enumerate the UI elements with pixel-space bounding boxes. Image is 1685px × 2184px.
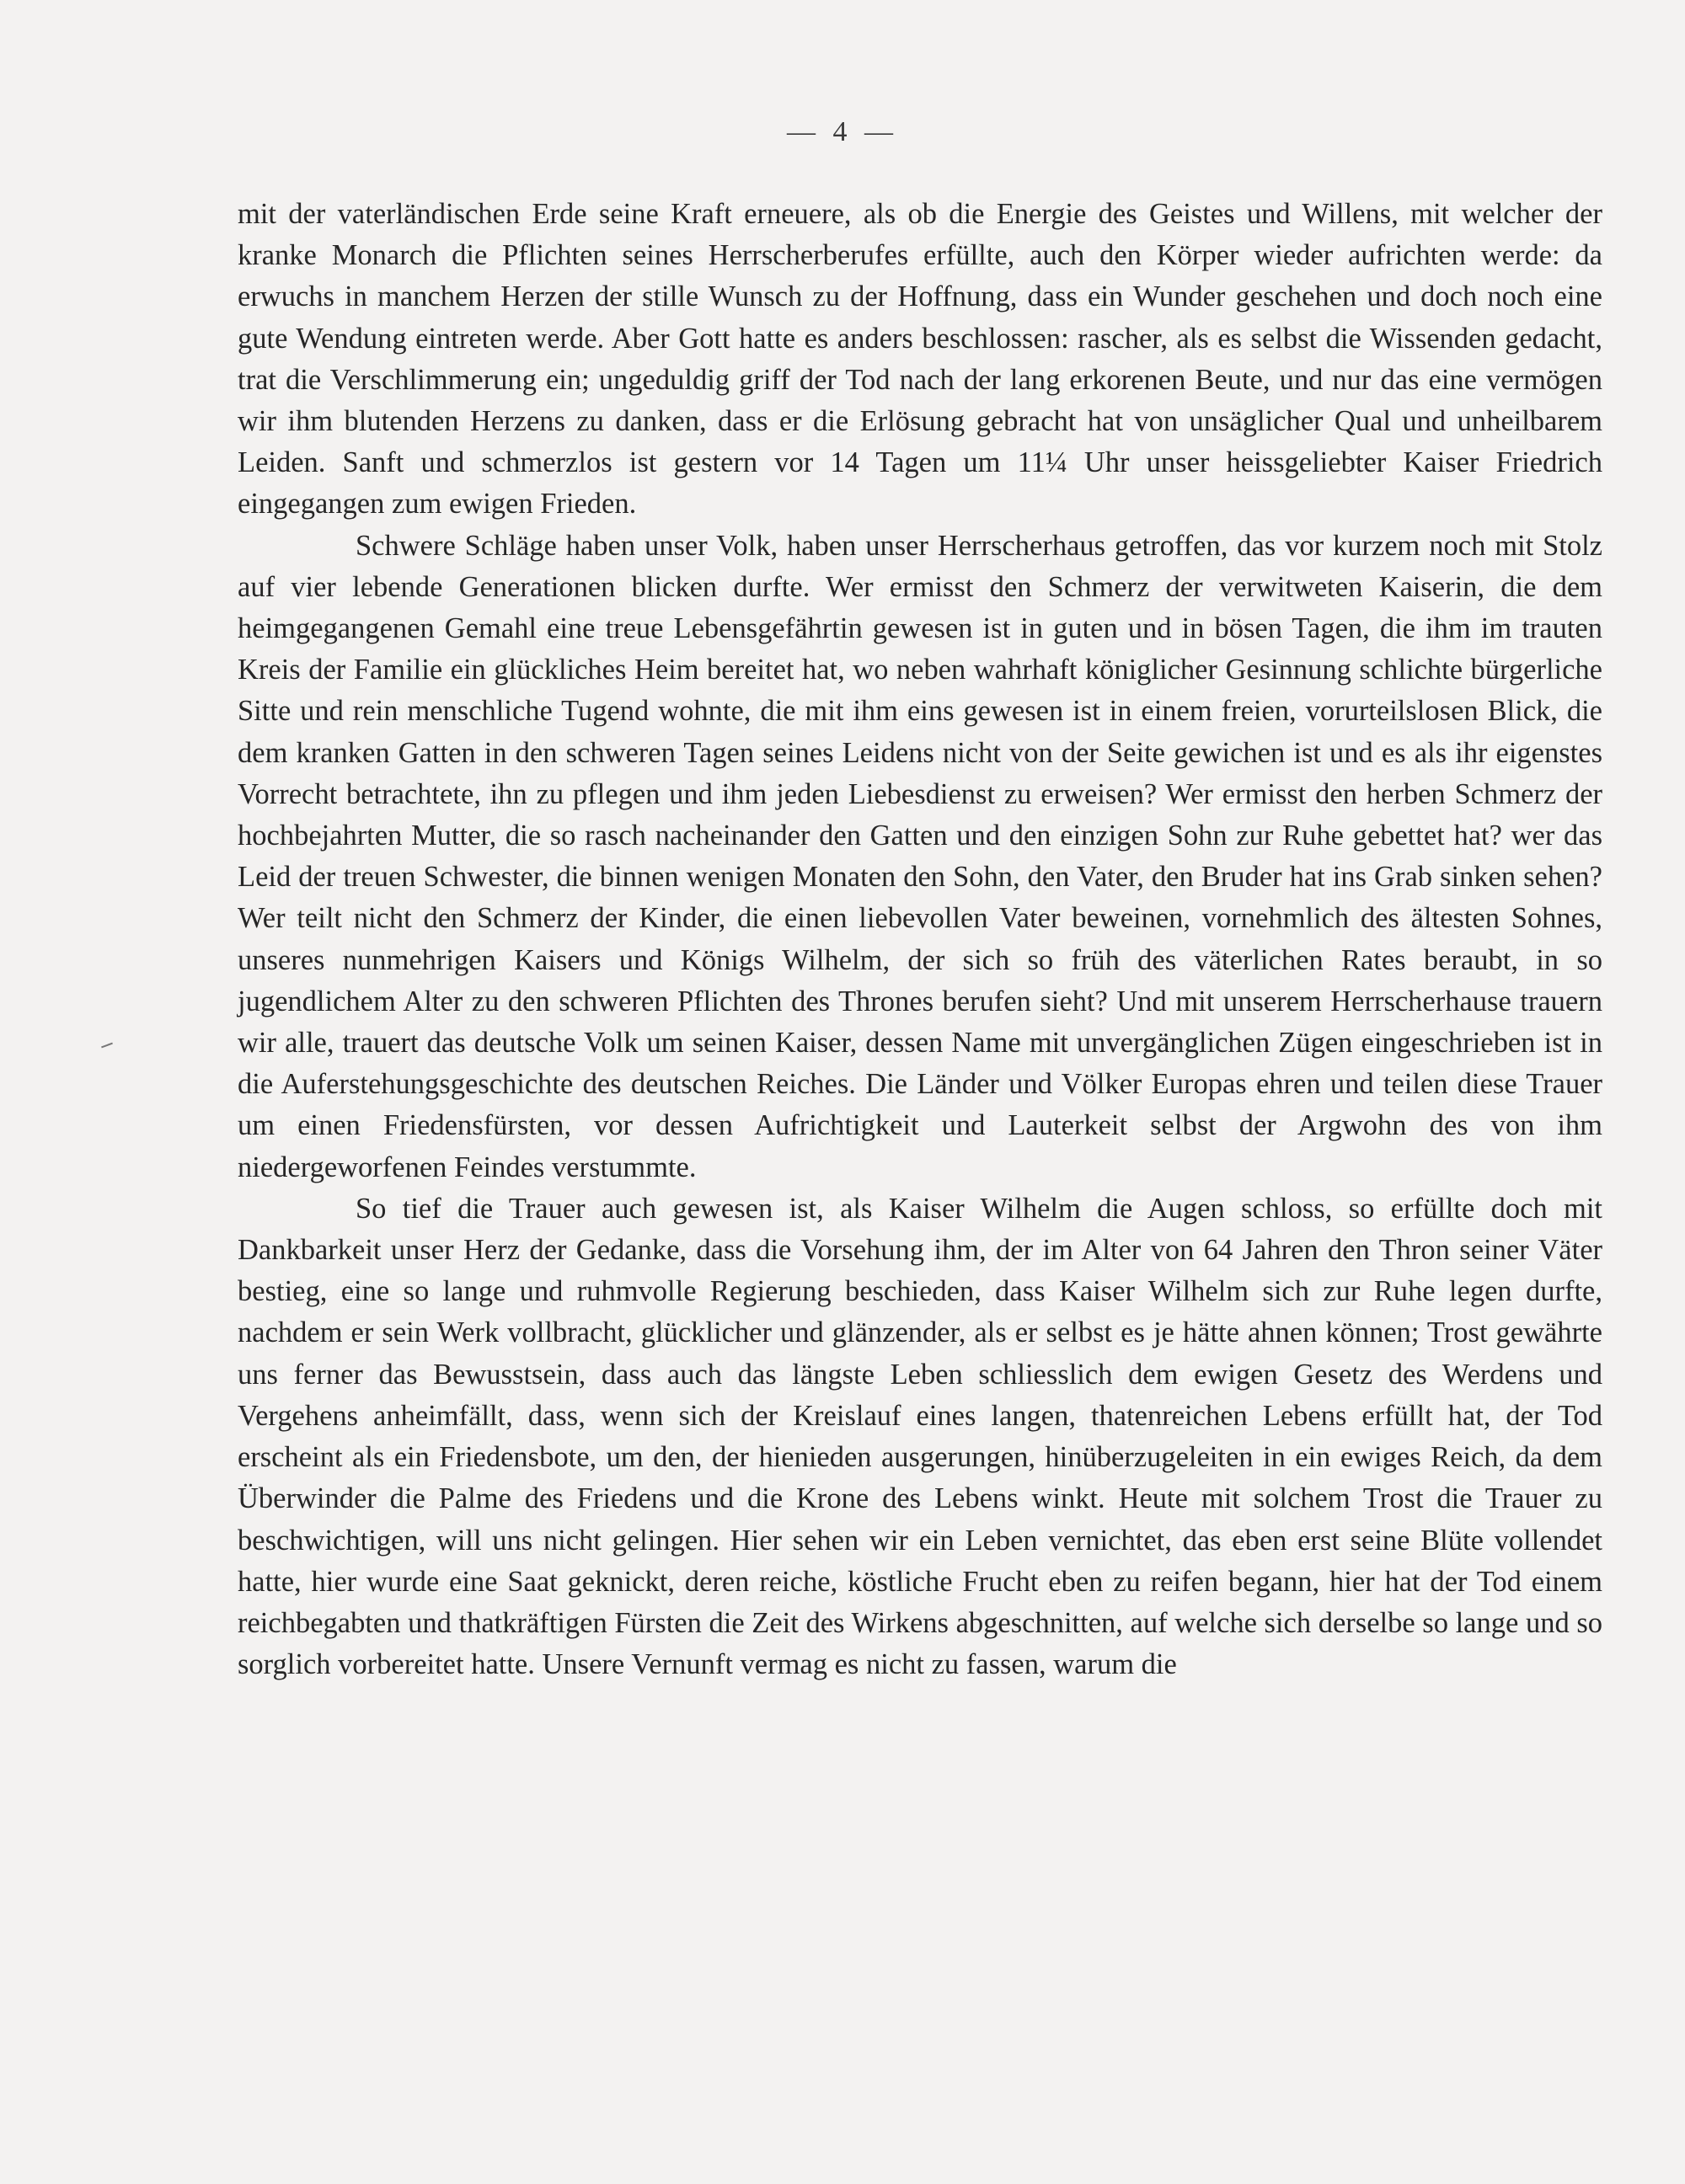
paragraph-2: Schwere Schläge haben unser Volk, haben unser Herrscherhaus getroffen, das vor kurzem noch mit Stolz auf vier lebende Generationen blicken durfte. Wer ermisst den Schmerz der verwitweten Kaiserin, die dem heimgegangenen Gemahl eine treue Lebensgefährtin gewesen ist in guten und in bösen Tagen, die ihm im trauten Kreis der Familie ein glückliches Heim bereitet hat, wo neben wahrhaft königlicher Gesinnung schlichte bürgerliche Sitte und rein menschliche Tugend wohnte, die mit ihm eins gewesen ist in einem freien, vorurteilslosen Blick, die dem kranken Gatten in den schweren Tagen seines Leidens nicht von der Seite gewichen ist und es als ihr eigenstes Vorrecht betrachtete, ihn zu pflegen und ihm jeden Liebesdienst zu erweisen? Wer ermisst den herben Schmerz der hochbejahrten Mutter, die so rasch nacheinander den Gatten und den einzigen Sohn zur Ruhe gebettet hat? wer das Leid der treuen Schwester, die binnen wenigen Monaten den Sohn, den Vater, den Bruder hat ins Grab sinken sehen? Wer teilt nicht den Schmerz der Kinder, die einen liebevollen Vater beweinen, vornehmlich des ältesten Sohnes, unseres nunmehrigen Kaisers und Königs Wilhelm, der sich so früh des väterlichen Rates beraubt, in so jugendlichem Alter zu den schweren Pflichten des Thrones berufen sieht? Und mit unserem Herrscherhause trauern wir alle, trauert das deutsche Volk um seinen Kaiser, dessen Name mit unvergänglichen Zügen eingeschrieben ist in die Auferstehungsgeschichte des deutschen Reiches. Die Länder und Völker Europas ehren und teilen diese Trauer um einen Friedensfürsten, vor dessen Aufrichtigkeit und Lauterkeit selbst der Argwohn des von ihm niedergeworfenen Feindes verstummte. <box>238 529 1602 1183</box>
body-text <box>238 194 1602 1685</box>
paragraph-1: mit der vaterländischen Erde seine Kraft erneuere, als ob die Energie des Geistes und Willens, mit welcher der kranke Monarch die Pflichten seines Herrscherberufes erfüllte, auch den Körper wieder aufrichten werde: da erwuchs in manchem Herzen der stille Wunsch zu der Hoffnung, dass ein Wunder geschehen und doch noch eine gute Wendung eintreten werde. Aber Gott hatte es anders beschlossen: rascher, als es selbst die Wissenden gedacht, trat die Verschlimmerung ein; ungeduldig griff der Tod nach der lang erkorenen Beute, und nur das eine vermögen wir ihm blutenden Herzens zu danken, dass er die Erlösung gebracht hat von unsäglicher Qual und unheilbarem Leiden. Sanft und schmerzlos ist gestern vor 14 Tagen um 11¼ Uhr unser heissgeliebter Kaiser Friedrich eingegangen zum ewigen Frieden. <box>238 198 1602 521</box>
paragraph-3: So tief die Trauer auch gewesen ist, als Kaiser Wilhelm die Augen schloss, so erfüllte doch mit Dankbarkeit unser Herz der Gedanke, dass die Vorsehung ihm, der im Alter von 64 Jahren den Thron seiner Väter bestieg, eine so lange und ruhmvolle Regierung beschieden, dass Kaiser Wilhelm sich zur Ruhe legen durfte, nachdem er sein Werk vollbracht, glücklicher und glänzender, als er selbst es je hätte ahnen können; Trost gewährte uns ferner das Bewusstsein, dass auch das längste Leben schliesslich dem ewigen Gesetz des Werdens und Vergehens anheimfällt, dass, wenn sich der Kreislauf eines langen, thatenreichen Lebens erfüllt hat, der Tod erscheint als ein Friedensbote, um den, der hienieden ausgerungen, hinüberzugeleiten in ein ewiges Reich, da dem Überwinder die Palme des Friedens und die Krone des Lebens winkt. Heute mit solchem Trost die Trauer zu beschwichtigen, will uns nicht gelingen. Hier sehen wir ein Leben vernichtet, das eben erst seine Blüte vollendet hatte, hier wurde eine Saat geknickt, deren reiche, köstliche Frucht eben zu reifen begann, hier hat der Tod einem reichbegabten und thatkräftigen Fürsten die Zeit des Wirkens abgeschnitten, auf welche sich derselbe so lange und so sorglich vorbereitet hatte. Unsere Vernunft vermag es nicht zu fassen, warum die <box>238 1192 1602 1681</box>
margin-speck <box>101 1043 113 1049</box>
page-number: — 4 — <box>787 116 898 147</box>
